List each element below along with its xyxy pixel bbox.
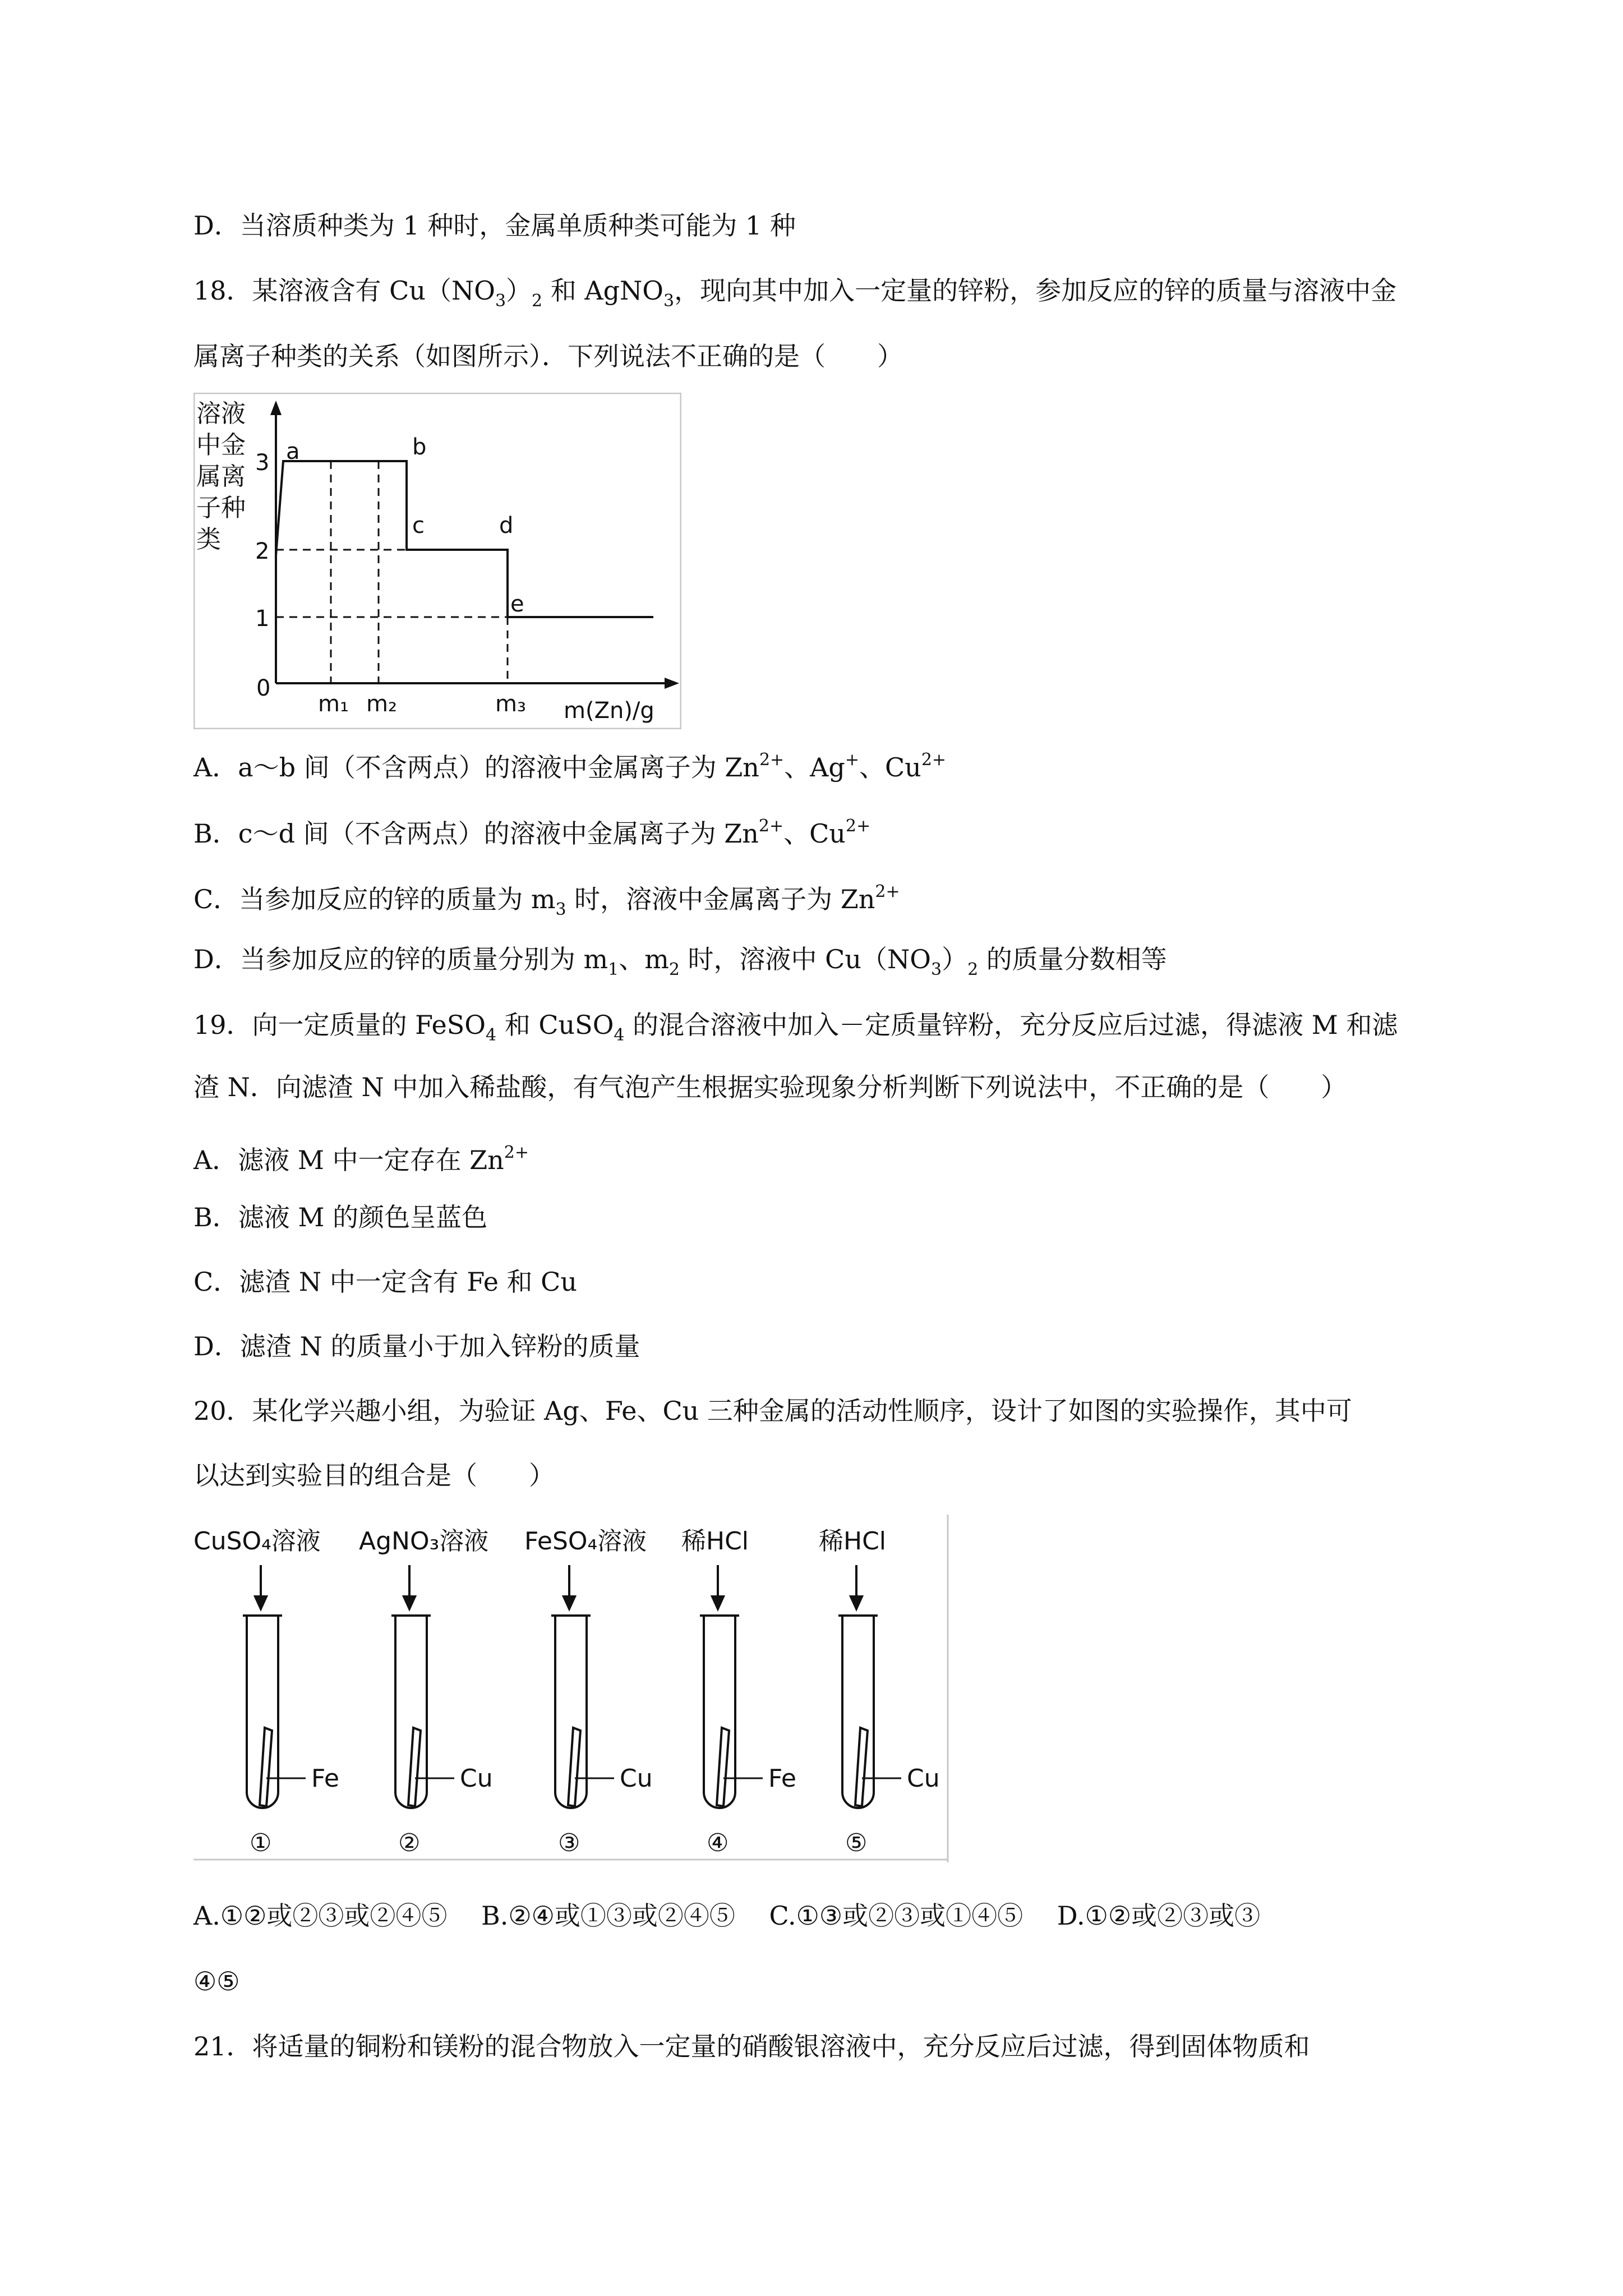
- tube2-arrow: [404, 1596, 415, 1609]
- q20-options-cont: ④⑤: [193, 1966, 240, 1996]
- graph-xtick-m3: m₃: [495, 691, 526, 717]
- q18-figure-graph: [193, 393, 681, 729]
- graph-point-b: b: [412, 434, 427, 460]
- q21-stem-line1: 21．将适量的铜粉和镁粉的混合物放入一定量的硝酸银溶液中，充分反应后过滤，得到固体物质和: [193, 2031, 1310, 2062]
- tube5-metal: Cu: [907, 1764, 940, 1793]
- graph-xtick-m1: m₁: [318, 691, 349, 717]
- graph-xlabel: m(Zn)/g: [564, 698, 654, 724]
- q20-options: A.①②或②③或②④⑤ B.②④或①③或②④⑤ C.①③或②③或①④⑤ D.①②或②③或③: [193, 1901, 1261, 1931]
- graph-point-d: d: [499, 513, 514, 539]
- tube4-metal: Fe: [768, 1764, 796, 1793]
- graph-y-arrow: [270, 401, 282, 415]
- tube2-number: ②: [398, 1829, 421, 1857]
- q18-option-b: B．c～d 间（不含两点）的溶液中金属离子为 $Zn^{2+}$、$Cu^{2+}$: [193, 816, 871, 849]
- graph-origin: 0: [256, 675, 271, 701]
- q18-stem-line1: 18．某溶液含有 $Cu(NO_3)_2$ 和 AgNO$_3$，现向其中加入一定量的锌粉，参加反应的锌的质量与溶液中金: [193, 275, 1397, 311]
- q19-option-a: A．滤液 M 中一定存在 $Zn^{2+}$: [193, 1143, 529, 1175]
- tube1-reagent: CuSO₄溶液: [193, 1527, 321, 1556]
- graph-ytick-1: 1: [255, 606, 270, 632]
- q19-option-b: B．滤液 M 的颜色呈蓝色: [193, 1202, 488, 1232]
- graph-step-line: [276, 461, 653, 617]
- tube4-number: ④: [707, 1829, 729, 1857]
- graph-x-arrow: [665, 678, 679, 689]
- graph-ylabel-1: 溶液: [196, 399, 246, 428]
- q19-stem-line1: 19．向一定质量的 FeSO$_4$ 和 CuSO$_4$ 的混合溶液中加入－定质量锌粉，充分反应后过滤，得滤液 M 和滤: [193, 1010, 1398, 1045]
- graph-point-e: e: [510, 591, 524, 617]
- tube1-number: ①: [250, 1829, 272, 1857]
- q17-option-d: D．当溶质种类为 1 种时，金属单质种类可能为 1 种: [193, 210, 796, 241]
- graph-ylabel-5: 类: [196, 525, 221, 554]
- q18-stem-line2: 属离子种类的关系（如图所示）．下列说法不正确的是（ ）: [193, 341, 903, 371]
- graph-ytick-3: 3: [255, 450, 270, 476]
- q18-option-c: C．当参加反应的锌的质量为 $m_3$ 时，溶液中金属离子为 $Zn^{2+}$: [193, 882, 900, 919]
- graph-point-a: a: [286, 439, 300, 464]
- graph-point-c: c: [412, 513, 425, 539]
- tube5-reagent: 稀HCl: [819, 1527, 887, 1556]
- tube4: [700, 1616, 739, 1808]
- q20-figure-tubes: [193, 1515, 951, 1862]
- graph-ylabel-2: 中金: [196, 431, 246, 459]
- q18-option-d: D．当参加反应的锌的质量分别为 $m_1$、$m_2$ 时，溶液中 $Cu(NO_3)_2$ 的质量分数相等: [193, 944, 1167, 979]
- tube3: [551, 1616, 591, 1808]
- tube4-reagent: 稀HCl: [681, 1527, 749, 1556]
- q19-option-d: D．滤渣 N 的质量小于加入锌粉的质量: [193, 1331, 640, 1361]
- tube1-arrow: [255, 1596, 266, 1609]
- tube2-reagent: AgNO₃溶液: [359, 1527, 489, 1556]
- tube3-reagent: FeSO₄溶液: [524, 1527, 647, 1556]
- q20-stem-line1: 20．某化学兴趣小组，为验证 Ag、Fe、Cu 三种金属的活动性顺序，设计了如图的实验操作，其中可: [193, 1396, 1352, 1426]
- tube2-metal: Cu: [460, 1764, 493, 1793]
- tube3-arrow: [564, 1596, 575, 1609]
- q19-stem-line2: 渣 N．向滤渣 N 中加入稀盐酸，有气泡产生根据实验现象分析判断下列说法中，不正确的是（ ）: [193, 1072, 1347, 1102]
- tube5-number: ⑤: [845, 1829, 868, 1857]
- tube1-metal: Fe: [311, 1764, 339, 1793]
- tube5-arrow: [851, 1596, 862, 1609]
- tube1: [243, 1616, 282, 1808]
- tube5: [838, 1616, 878, 1808]
- graph-ylabel-3: 属离: [196, 462, 246, 491]
- graph-ylabel-4: 子种: [196, 494, 246, 522]
- graph-xtick-m2: m₂: [366, 691, 397, 717]
- q19-option-c: C．滤渣 N 中一定含有 Fe 和 Cu: [193, 1267, 578, 1297]
- tube2: [391, 1616, 431, 1808]
- q20-stem-line2: 以达到实验目的组合是（ ）: [193, 1460, 555, 1490]
- tube4-arrow: [712, 1596, 723, 1609]
- graph-ytick-2: 2: [255, 539, 270, 564]
- tube3-number: ③: [558, 1829, 580, 1857]
- q18-option-a: A．a～b 间（不含两点）的溶液中金属离子为 $Zn^{2+}$、Ag+、$Cu^{2+}$: [193, 750, 947, 783]
- tube3-metal: Cu: [620, 1764, 653, 1793]
